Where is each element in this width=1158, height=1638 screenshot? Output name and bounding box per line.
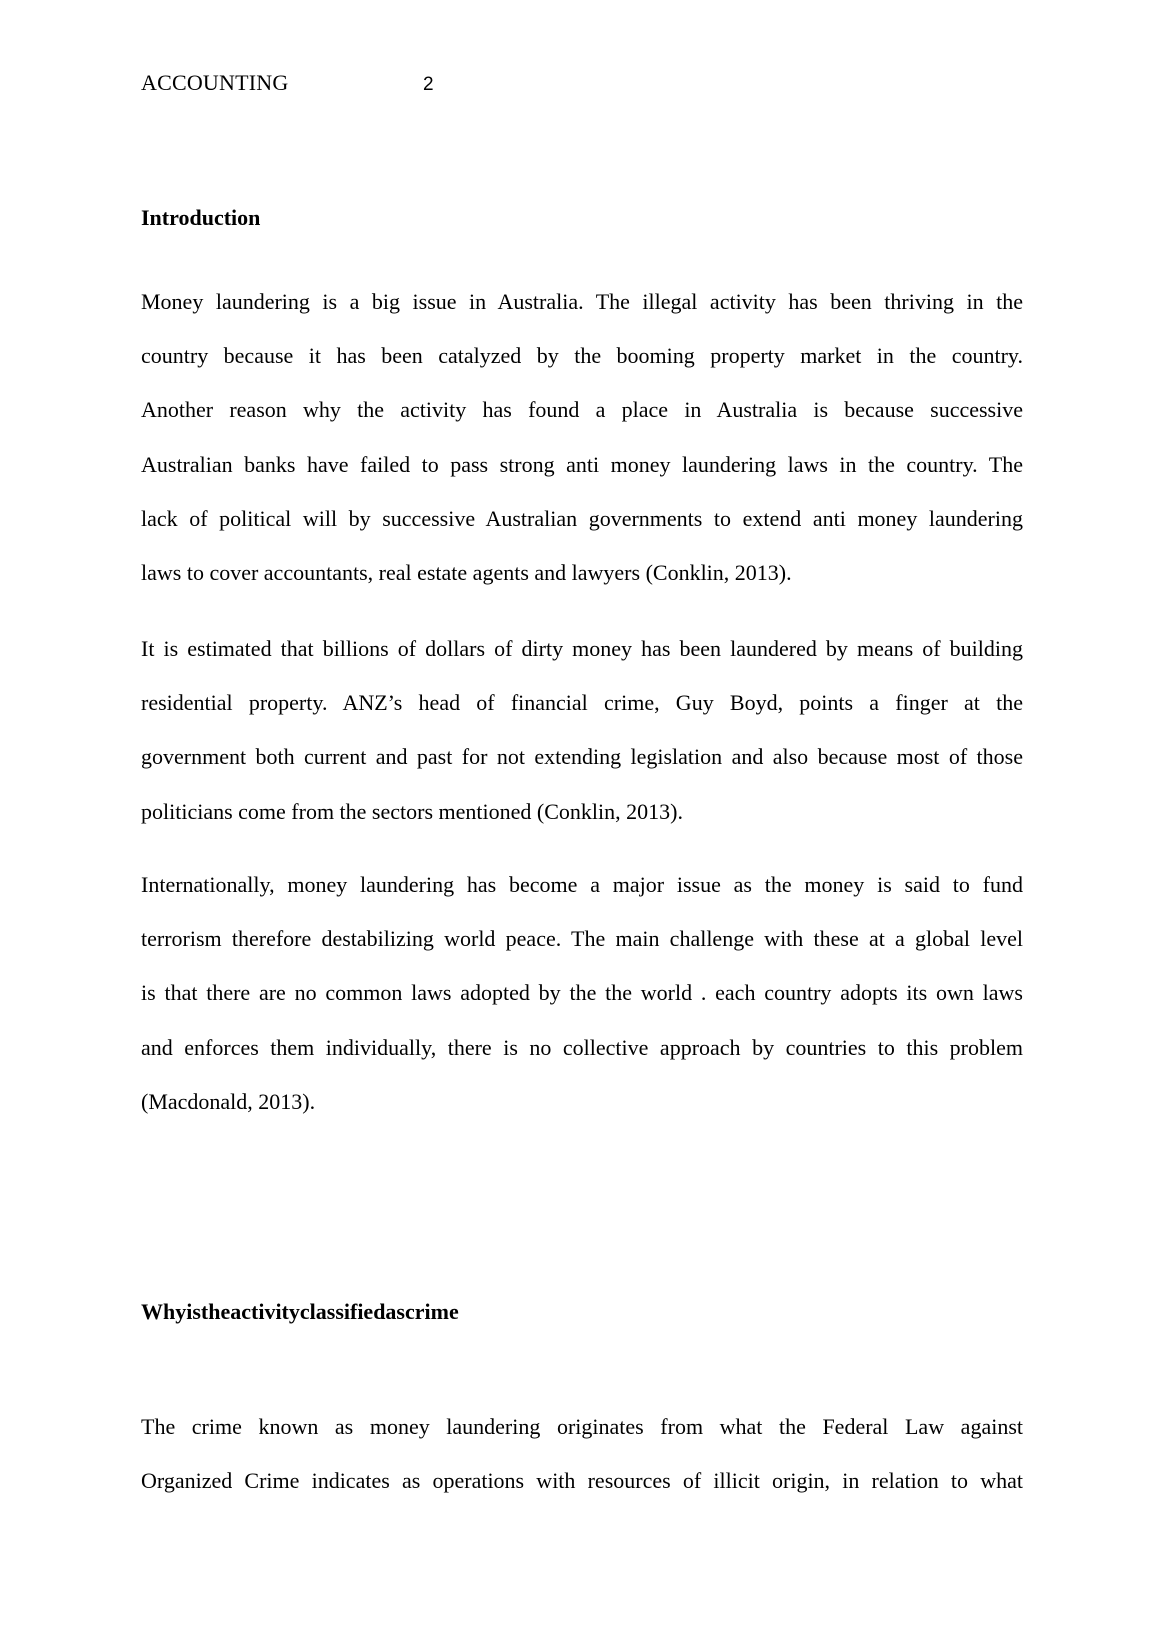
text-line: Australian banks have failed to pass strong anti money laundering laws in the country. The xyxy=(141,451,1023,477)
text-line: and enforces them individually, there is no collective approach by countries to this problem xyxy=(141,1034,1023,1060)
text-line: laws to cover accountants, real estate agents and lawyers (Conklin, 2013). xyxy=(141,559,792,585)
crime-classification-heading: Whyistheactivityclassifiedascrime xyxy=(141,1299,459,1324)
running-header xyxy=(141,70,1041,100)
text-line: politicians come from the sectors mentioned (Conklin, 2013). xyxy=(141,798,683,824)
text-line: The crime known as money laundering originates from what the Federal Law against xyxy=(141,1414,1023,1439)
paragraph-intro-3 xyxy=(141,858,1023,1129)
text-line: terrorism therefore destabilizing world peace. The main challenge with these at a global level xyxy=(141,926,1023,952)
text-line: country because it has been catalyzed by the booming property market in the country. xyxy=(141,343,1023,369)
text-line: Internationally, money laundering has become a major issue as the money is said to fund xyxy=(141,872,1023,897)
text-line: lack of political will by successive Australian governments to extend anti money laundering xyxy=(141,505,1023,531)
text-line: is that there are no common laws adopted by the the world . each country adopts its own laws xyxy=(141,980,1023,1006)
text-line: Organized Crime indicates as operations with resources of illicit origin, in relation to what xyxy=(141,1468,1023,1494)
text-line: (Macdonald, 2013). xyxy=(141,1088,316,1114)
header-title: ACCOUNTING xyxy=(141,70,289,95)
text-line: Money laundering is a big issue in Australia. The illegal activity has been thriving in the xyxy=(141,289,1023,314)
paragraph-intro-1 xyxy=(141,275,1023,600)
paragraph-crime-1 xyxy=(141,1400,1023,1508)
page-number: 2 xyxy=(423,74,434,95)
text-line: It is estimated that billions of dollars of dirty money has been laundered by means of building xyxy=(141,636,1023,661)
text-line: government both current and past for not extending legislation and also because most of those xyxy=(141,744,1023,770)
text-line: Another reason why the activity has found a place in Australia is because successive xyxy=(141,397,1023,423)
paragraph-intro-2 xyxy=(141,622,1023,839)
text-line: residential property. ANZ’s head of financial crime, Guy Boyd, points a finger at the xyxy=(141,690,1023,716)
introduction-heading: Introduction xyxy=(141,205,261,230)
